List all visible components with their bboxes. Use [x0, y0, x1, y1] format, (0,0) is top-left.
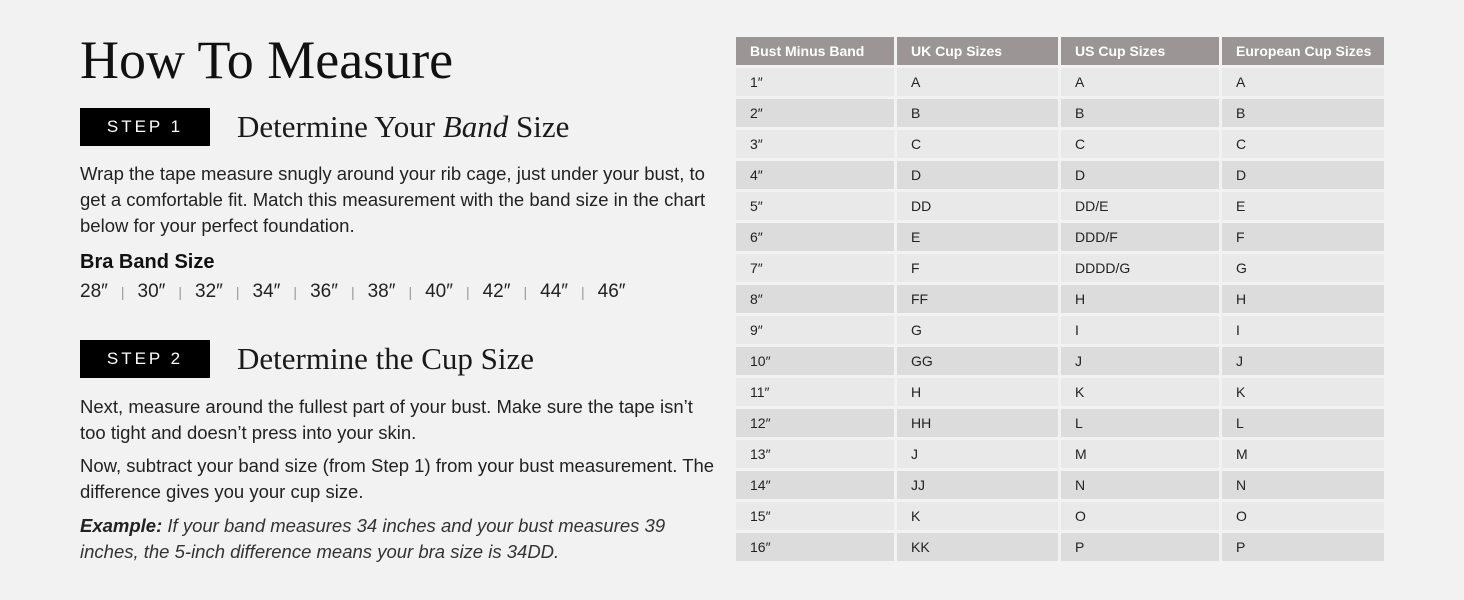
table-cell: HH — [897, 409, 1058, 437]
table-cell: 5″ — [736, 192, 894, 220]
table-cell: K — [1222, 378, 1384, 406]
table-row — [736, 68, 1384, 96]
step-1-heading — [237, 109, 569, 145]
table-cell: G — [1222, 254, 1384, 282]
cup-size-chart — [736, 37, 1384, 561]
table-cell: JJ — [897, 471, 1058, 499]
table-row — [736, 254, 1384, 282]
table-cell: M — [1061, 440, 1219, 468]
table-cell: A — [1222, 68, 1384, 96]
step-1-text: Wrap the tape measure snugly around your rib cage, just under your bust, to get a comfortable fit. Match this measurement with the band size in the chart below for your perfect foundation. — [80, 163, 706, 236]
table-cell: D — [1222, 161, 1384, 189]
table-cell: GG — [897, 347, 1058, 375]
table-cell: A — [1061, 68, 1219, 96]
step-1-header — [80, 108, 569, 146]
example-text — [80, 513, 715, 565]
step-1-heading-pre: Determine Your — [237, 109, 443, 144]
step-1-heading-post: Size — [508, 109, 570, 144]
column-header: US Cup Sizes — [1061, 37, 1219, 65]
table-cell: O — [1061, 502, 1219, 530]
step-2-heading: Determine the Cup Size — [237, 341, 534, 376]
table-cell: 1″ — [736, 68, 894, 96]
table-cell: DD — [897, 192, 1058, 220]
table-row — [736, 161, 1384, 189]
table-row — [736, 502, 1384, 530]
table-row — [736, 316, 1384, 344]
band-size-separator: | — [178, 284, 183, 300]
table-cell: H — [1061, 285, 1219, 313]
table-row — [736, 471, 1384, 499]
table-cell: I — [1061, 316, 1219, 344]
table-cell: O — [1222, 502, 1384, 530]
band-size-title: Bra Band Size — [80, 251, 215, 273]
column-header: UK Cup Sizes — [897, 37, 1058, 65]
table-row — [736, 533, 1384, 561]
table-cell: H — [1222, 285, 1384, 313]
table-cell: J — [1222, 347, 1384, 375]
table-row — [736, 99, 1384, 127]
band-size-separator: | — [408, 284, 413, 300]
band-size-item: 34″ — [252, 281, 281, 302]
step-2-text-2: Now, subtract your band size (from Step 1) from your bust measurement. The difference gives you your cup size. — [80, 455, 715, 502]
table-cell: D — [1061, 161, 1219, 189]
table-header-row — [736, 37, 1384, 65]
step-2-text-1: Next, measure around the fullest part of your bust. Make sure the tape isn’t too tight and doesn’t press into your skin. — [80, 396, 693, 443]
band-size-list — [80, 281, 626, 303]
table-row — [736, 409, 1384, 437]
table-cell: DD/E — [1061, 192, 1219, 220]
band-size-separator: | — [350, 284, 355, 300]
table-row — [736, 192, 1384, 220]
band-size-item: 46″ — [597, 281, 626, 302]
step-2-badge: STEP 2 — [80, 340, 210, 378]
table-cell: P — [1222, 533, 1384, 561]
step-1-badge: STEP 1 — [80, 108, 210, 146]
cup-size-table — [733, 34, 1387, 564]
table-cell: 12″ — [736, 409, 894, 437]
band-size-separator: | — [120, 284, 125, 300]
band-size-item: 28″ — [80, 281, 108, 302]
band-size-separator: | — [235, 284, 240, 300]
table-cell: E — [1222, 192, 1384, 220]
page-title: How To Measure — [80, 30, 454, 90]
table-cell: L — [1061, 409, 1219, 437]
table-cell: E — [897, 223, 1058, 251]
table-cell: KK — [897, 533, 1058, 561]
band-size-item: 36″ — [310, 281, 338, 302]
table-cell: J — [1061, 347, 1219, 375]
band-size-item: 38″ — [367, 281, 396, 302]
table-cell: 14″ — [736, 471, 894, 499]
band-size-separator: | — [581, 284, 585, 300]
band-size-separator: | — [465, 284, 470, 300]
band-size-separator: | — [293, 284, 298, 300]
table-cell: B — [1222, 99, 1384, 127]
table-cell: D — [897, 161, 1058, 189]
table-cell: 7″ — [736, 254, 894, 282]
column-header: Bust Minus Band — [736, 37, 894, 65]
band-size-item: 42″ — [482, 281, 511, 302]
table-cell: 11″ — [736, 378, 894, 406]
table-cell: FF — [897, 285, 1058, 313]
band-size-item: 44″ — [540, 281, 568, 302]
example-label: Example: — [80, 515, 163, 536]
table-cell: C — [1061, 130, 1219, 158]
table-cell: 16″ — [736, 533, 894, 561]
column-header: European Cup Sizes — [1222, 37, 1384, 65]
table-cell: B — [1061, 99, 1219, 127]
band-size-item: 30″ — [137, 281, 166, 302]
table-cell: 13″ — [736, 440, 894, 468]
table-row — [736, 347, 1384, 375]
example-body: If your band measures 34 inches and your bust measures 39 inches, the 5-inch difference means your bra size is 34DD. — [80, 515, 666, 562]
table-row — [736, 285, 1384, 313]
table-cell: N — [1222, 471, 1384, 499]
step-1-heading-emphasis: Band — [442, 109, 509, 144]
table-cell: DDD/F — [1061, 223, 1219, 251]
table-cell: C — [1222, 130, 1384, 158]
table-cell: K — [1061, 378, 1219, 406]
table-cell: A — [897, 68, 1058, 96]
step-2-header — [80, 340, 534, 378]
table-row — [736, 223, 1384, 251]
table-cell: H — [897, 378, 1058, 406]
table-row — [736, 378, 1384, 406]
table-cell: 8″ — [736, 285, 894, 313]
table-cell: G — [897, 316, 1058, 344]
band-size-item: 32″ — [195, 281, 223, 302]
table-cell: K — [897, 502, 1058, 530]
table-cell: I — [1222, 316, 1384, 344]
table-cell: 9″ — [736, 316, 894, 344]
table-cell: 4″ — [736, 161, 894, 189]
table-cell: N — [1061, 471, 1219, 499]
band-size-item: 40″ — [425, 281, 453, 302]
table-cell: 15″ — [736, 502, 894, 530]
table-cell: C — [897, 130, 1058, 158]
table-cell: 6″ — [736, 223, 894, 251]
table-row — [736, 130, 1384, 158]
table-row — [736, 440, 1384, 468]
table-cell: M — [1222, 440, 1384, 468]
table-cell: 10″ — [736, 347, 894, 375]
table-cell: J — [897, 440, 1058, 468]
table-cell: 3″ — [736, 130, 894, 158]
table-cell: F — [897, 254, 1058, 282]
table-cell: F — [1222, 223, 1384, 251]
band-size-separator: | — [523, 284, 528, 300]
table-cell: 2″ — [736, 99, 894, 127]
table-cell: DDDD/G — [1061, 254, 1219, 282]
table-cell: P — [1061, 533, 1219, 561]
table-cell: B — [897, 99, 1058, 127]
table-cell: L — [1222, 409, 1384, 437]
table-body — [736, 68, 1384, 561]
